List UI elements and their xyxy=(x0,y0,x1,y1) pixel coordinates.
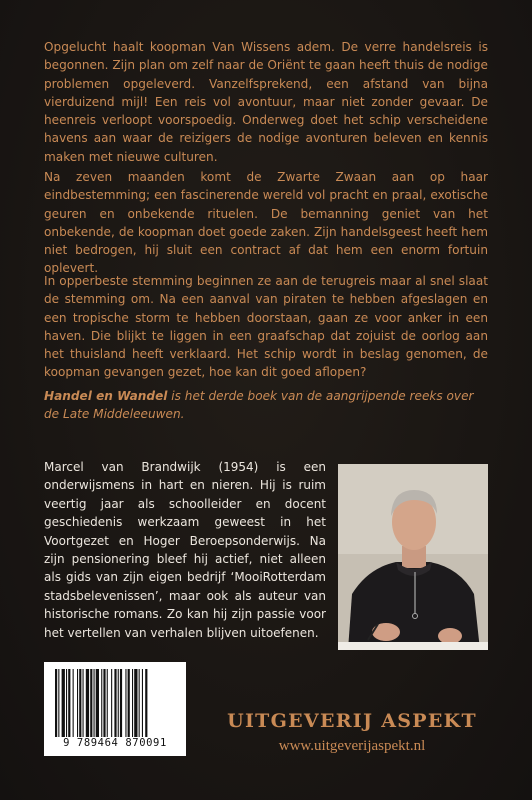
publisher-website[interactable]: www.uitgeverijaspekt.nl xyxy=(278,738,426,754)
barcode-bars xyxy=(53,669,177,737)
isbn-number: 9 789464 870091 xyxy=(63,737,167,749)
blurb-paragraph-3: In opperbeste stemming beginnen ze aan de terugreis maar al snel slaat de stemming om. Na een aanval van piraten te hebben afgeslagen en een tropische storm te hebben doorstaan, gaan ze voor anker in een haven. Die blijkt te liggen in een graafschap dat zojuist de oorlog aan het thuisland heeft verklaard. Het schip wordt in beslag genomen, de koopman gevangen gezet, hoe kan dit goed aflopen? xyxy=(44,274,488,380)
series-tagline xyxy=(44,387,488,424)
author-bio: Marcel van Brandwijk (1954) is een onderwijsmens in hart en nieren. Hij is ruim veertig jaar als schoolleider en docent geschiedenis werkzaam geweest in het Voortgezet en Hoger Beroepsonderwijs. Na zijn pensionering bleef hij actief, niet alleen als gids van zijn eigen bedrijf ‘MooiRotterdam stadsbelevenissen’, maar ook als auteur van historische romans. Zo kan hij zijn passie voor het vertellen van verhalen blijven uitoefenen. xyxy=(44,460,326,640)
author-photo xyxy=(338,464,488,650)
blurb-paragraph-2: Na zeven maanden komt de Zwarte Zwaan aan op haar eindbestemming; een fascinerende wereld vol pracht en praal, exotische geuren en onbekende rituelen. De bemanning geniet van het onbekende, de koopman doet goede zaken. Zijn handelsgeest heeft hem niet bedrogen, hij sluit een contract af dat hem een enorm fortuin oplevert. xyxy=(44,170,488,276)
blurb-paragraph-1: Opgelucht haalt koopman Van Wissens adem. De verre handelsreis is begonnen. Zijn plan om zelf naar de Oriënt te gaan heeft thuis de nodige problemen opgeleverd. Vanzelfsprekend, een afstand van bijna vierduizend mijl! Een reis vol avontuur, maar niet zonder gevaar. De heenreis verloopt voorspoedig. Onderweg doet het schip verscheidene havens aan waar de reizigers de nodige avonturen beleven en kennis maken met nieuwe culturen. xyxy=(44,40,488,164)
barcode xyxy=(44,662,186,756)
tagline-text: is het derde boek van de aangrijpende reeks over de Late Middeleeuwen. xyxy=(44,389,474,422)
book-title: Handel en Wandel xyxy=(44,389,168,403)
publisher-logo: UITGEVERIJ ASPEKT xyxy=(227,710,477,732)
author-portrait-image xyxy=(338,464,488,650)
